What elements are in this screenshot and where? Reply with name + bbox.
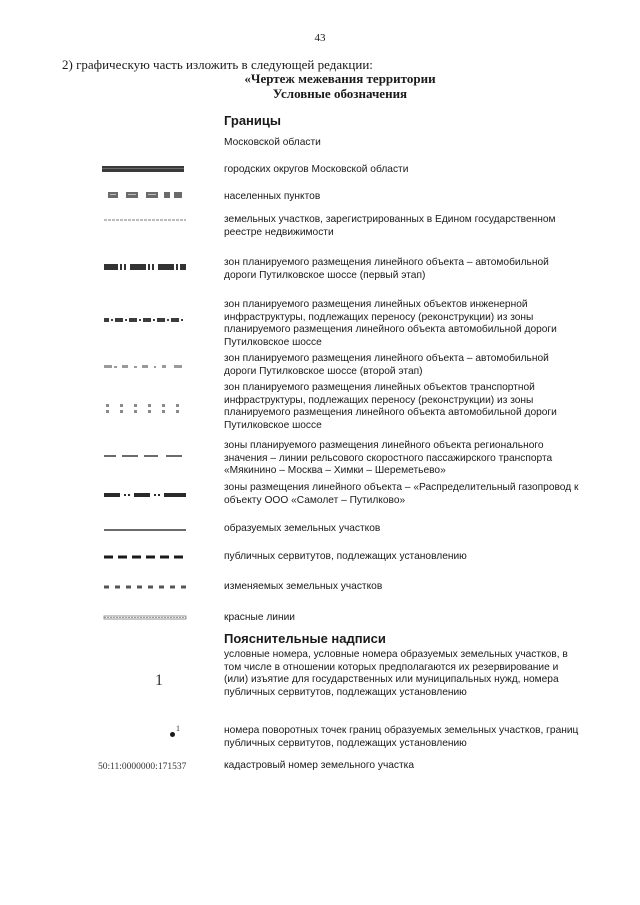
turning-point-dot bbox=[170, 732, 175, 737]
symbol-red-lines bbox=[100, 613, 190, 623]
legend-text-road-zone-stage-1: зон планируемого размещения линейного объекта – автомобильной дороги Путилковское шоссе (первый этап) bbox=[224, 257, 549, 281]
legend-text-city-districts: городских округов Московской области bbox=[224, 164, 409, 175]
symbol-transport-relocation-zone bbox=[100, 402, 190, 416]
legend-text-rail-transit: зоны планируемого размещения линейного объекта регионального значения – линии рельсового скоростного пассажирского транспорта «Мякинино – Москва – Химки – Шереметьево» bbox=[224, 440, 553, 476]
symbol-formed-parcels bbox=[100, 525, 190, 535]
legend-text-public-easements: публичных сервитутов, подлежащих установлению bbox=[224, 551, 467, 562]
section-heading-boundaries: Границы bbox=[224, 113, 281, 128]
legend-text-moscow-region: Московской области bbox=[224, 137, 321, 148]
section-heading-labels: Пояснительные надписи bbox=[224, 631, 386, 646]
legend-text-settlements: населенных пунктов bbox=[224, 191, 321, 202]
legend-text-engineering-relocation: зон планируемого размещения линейных объектов инженерной инфраструктуры, подлежащих переносу (реконструкции) из зоны планируемого размещения линейного объекта автомобильной дороги Путилковское шоссе bbox=[224, 299, 557, 348]
conditional-number-sample: 1 bbox=[155, 672, 163, 689]
symbol-registered-parcels bbox=[100, 215, 190, 225]
cadastral-number-sample: 50:11:0000000:171537 bbox=[98, 762, 187, 772]
page-number: 43 bbox=[314, 32, 326, 44]
legend-text-gas-pipeline: зоны размещения линейного объекта – «Распределительный газопровод к объекту ООО «Самолет – Путилково» bbox=[224, 482, 579, 506]
legend-text-road-zone-stage-2: зон планируемого размещения линейного объекта – автомобильной дороги Путилковское шоссе (второй этап) bbox=[224, 353, 549, 377]
turning-point-number-sample: 1 bbox=[176, 724, 180, 733]
symbol-road-zone-stage-2 bbox=[100, 362, 190, 372]
symbol-public-easements bbox=[100, 552, 190, 562]
legend-text-registered-parcels: земельных участков, зарегистрированных в Едином государственном реестре недвижимости bbox=[224, 214, 556, 238]
symbol-rail-transit-zone bbox=[100, 451, 190, 461]
symbol-settlement-boundary bbox=[100, 190, 190, 200]
symbol-road-zone-stage-1 bbox=[100, 262, 190, 272]
intro-text: 2) графическую часть изложить в следующей редакции: bbox=[62, 57, 373, 72]
symbol-city-district-boundary bbox=[100, 165, 190, 173]
legend-text-red-lines: красные линии bbox=[224, 612, 295, 623]
symbol-gas-pipeline-zone bbox=[100, 490, 190, 500]
annotation-text-conditional-numbers: условные номера, условные номера образуемых земельных участков, в том числе в отношении которых предполагаются их резервирование и (или) изъятие для государственных или муниципальных нужд, номера публичных сервитутов, подлежащих установлению bbox=[224, 649, 568, 698]
drawing-title: «Чертеж межевания территории bbox=[244, 71, 436, 86]
symbol-engineering-relocation-zone bbox=[100, 315, 190, 325]
annotation-text-cadastral-number: кадастровый номер земельного участка bbox=[224, 760, 415, 771]
legend-text-formed-parcels: образуемых земельных участков bbox=[224, 523, 381, 534]
annotation-text-turning-points: номера поворотных точек границ образуемых земельных участков, границ публичных сервитутов, подлежащих установлению bbox=[224, 725, 579, 749]
legend-text-modified-parcels: изменяемых земельных участков bbox=[224, 581, 383, 592]
symbol-modified-parcels bbox=[100, 582, 190, 592]
legend-text-transport-relocation: зон планируемого размещения линейных объектов транспортной инфраструктуры, подлежащих переносу (реконструкции) из зоны планируемого размещения линейного объекта автомобильной дороги Путилковское шоссе bbox=[224, 382, 557, 431]
legend-subtitle: Условные обозначения bbox=[272, 86, 408, 101]
